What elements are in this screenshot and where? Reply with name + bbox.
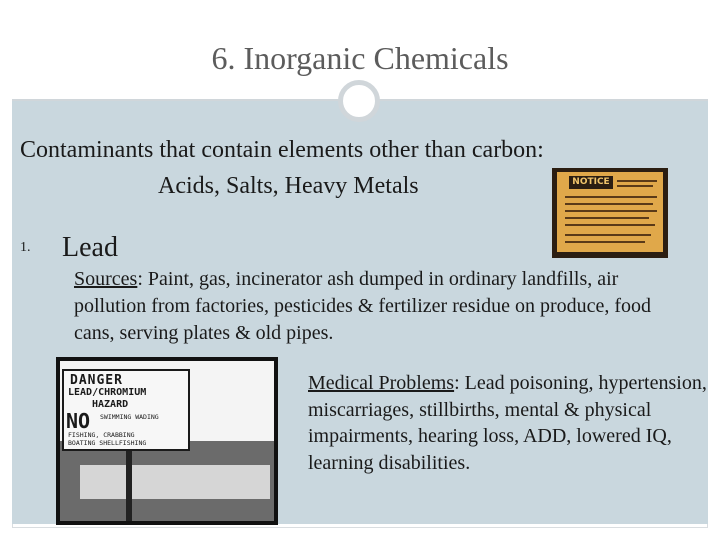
list-number: 1. [20,240,31,255]
notice-text-line [565,196,657,198]
danger-sign-photo [56,357,278,525]
danger-sign-line: BOATING SHELLFISHING [68,439,147,447]
notice-text-line [565,241,645,243]
medical-paragraph [308,370,708,476]
sign-post [126,451,132,521]
notice-text-line [565,217,649,219]
danger-sign-line: FISHING, CRABBING [68,431,135,439]
danger-sign [62,369,190,451]
notice-heading: NOTICE [569,176,613,189]
notice-text-line [617,185,653,187]
sources-text: : Paint, gas, incinerator ash dumped in ordinary landfills, air pollution from factories, pesticides & fertilizer residue on produce, food cans, serving plates & old pipes. [74,268,652,344]
danger-sign-line: DANGER [70,373,123,388]
slide-title: 6. Inorganic Chemicals [211,40,509,76]
notice-sign-board [557,172,663,252]
notice-text-line [565,224,655,226]
sources-paragraph [74,266,664,347]
danger-photo-scene [60,361,274,521]
intro-examples: Acids, Salts, Heavy Metals [158,173,419,199]
danger-sign-line: LEAD/CHROMIUM [68,387,147,398]
notice-text-line [617,180,657,182]
divider-circle-icon [338,80,380,122]
notice-text-line [565,234,651,236]
notice-sign-image [552,168,668,258]
list-item-lead: Lead [62,232,118,263]
danger-sign-line: SWIMMING WADING [100,413,159,421]
medical-label: Medical Problems [308,372,455,394]
photo-water [80,465,270,499]
notice-text-line [565,203,653,205]
intro-text: Contaminants that contain elements other than carbon: [20,137,544,163]
sources-label: Sources [74,268,138,290]
danger-sign-line: HAZARD [92,399,129,410]
danger-sign-no: NO [66,409,91,433]
notice-text-line [565,210,657,212]
medical-text: : Lead poisoning, hypertension, miscarriages, stillbirths, mental & physical impairments, hearing loss, ADD, lowered IQ, learning disabilities. [308,372,707,474]
